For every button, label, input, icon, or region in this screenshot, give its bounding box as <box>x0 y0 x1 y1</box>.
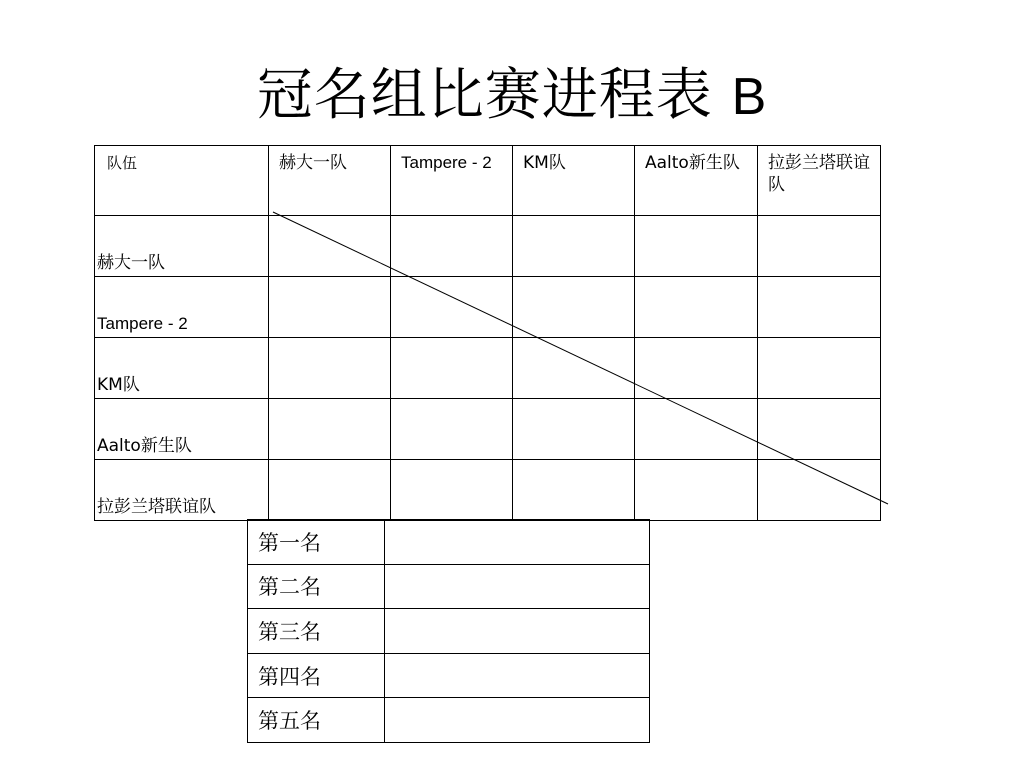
column-header-team-4: Aalto新生队 <box>635 146 758 216</box>
matrix-corner-label: 队伍 <box>95 146 269 216</box>
matrix-cell <box>513 338 635 399</box>
matrix-row-team-4 <box>95 399 881 460</box>
matrix-row-team-1 <box>95 216 881 277</box>
matrix-row-team-2 <box>95 277 881 338</box>
matrix-cell <box>269 216 391 277</box>
matrix-cell <box>391 399 513 460</box>
matrix-cell <box>635 460 758 521</box>
place-label-4: 第四名 <box>248 653 385 698</box>
place-entry-cell <box>385 609 650 654</box>
matrix-cell <box>391 338 513 399</box>
matrix-cell <box>635 338 758 399</box>
ranking-row <box>248 609 650 654</box>
place-entry-cell <box>385 520 650 565</box>
matrix-cell <box>635 216 758 277</box>
matrix-cell <box>391 460 513 521</box>
place-label-5: 第五名 <box>248 698 385 743</box>
matrix-cell <box>391 277 513 338</box>
matrix-cell <box>758 277 881 338</box>
column-header-team-2: Tampere - 2 <box>391 146 513 216</box>
matrix-cell <box>513 277 635 338</box>
ranking-table <box>247 519 650 743</box>
matrix-cell <box>513 460 635 521</box>
matrix-cell <box>758 216 881 277</box>
matrix-header-row <box>95 146 881 216</box>
ranking-row <box>248 564 650 609</box>
slide-title <box>0 58 1024 135</box>
place-label-3: 第三名 <box>248 609 385 654</box>
matrix-cell <box>635 399 758 460</box>
matrix-cell <box>635 277 758 338</box>
ranking-row <box>248 653 650 698</box>
row-header-team-5: 拉彭兰塔联谊队 <box>95 460 269 521</box>
row-header-team-2: Tampere - 2 <box>95 277 269 338</box>
matrix-cell <box>758 399 881 460</box>
matrix-cell <box>269 338 391 399</box>
row-header-team-3: KM队 <box>95 338 269 399</box>
matrix-cell <box>269 277 391 338</box>
row-header-team-4: Aalto新生队 <box>95 399 269 460</box>
place-entry-cell <box>385 564 650 609</box>
matrix-cell <box>758 460 881 521</box>
place-entry-cell <box>385 653 650 698</box>
matrix-cell <box>269 460 391 521</box>
matrix-row-team-5 <box>95 460 881 521</box>
place-entry-cell <box>385 698 650 743</box>
place-label-2: 第二名 <box>248 564 385 609</box>
column-header-team-1: 赫大一队 <box>269 146 391 216</box>
column-header-team-5: 拉彭兰塔联谊队 <box>758 146 881 216</box>
matrix-cell <box>513 399 635 460</box>
matrix-cell <box>758 338 881 399</box>
matrix-cell <box>391 216 513 277</box>
ranking-row <box>248 520 650 565</box>
row-header-team-1: 赫大一队 <box>95 216 269 277</box>
ranking-row <box>248 698 650 743</box>
matrix-cell <box>269 399 391 460</box>
slide-title-text: 冠名组比赛进程表 <box>256 63 713 128</box>
column-header-team-3: KM队 <box>513 146 635 216</box>
schedule-matrix <box>94 145 881 521</box>
matrix-row-team-3 <box>95 338 881 399</box>
matrix-cell <box>513 216 635 277</box>
place-label-1: 第一名 <box>248 520 385 565</box>
slide-title-suffix: B <box>731 68 768 126</box>
